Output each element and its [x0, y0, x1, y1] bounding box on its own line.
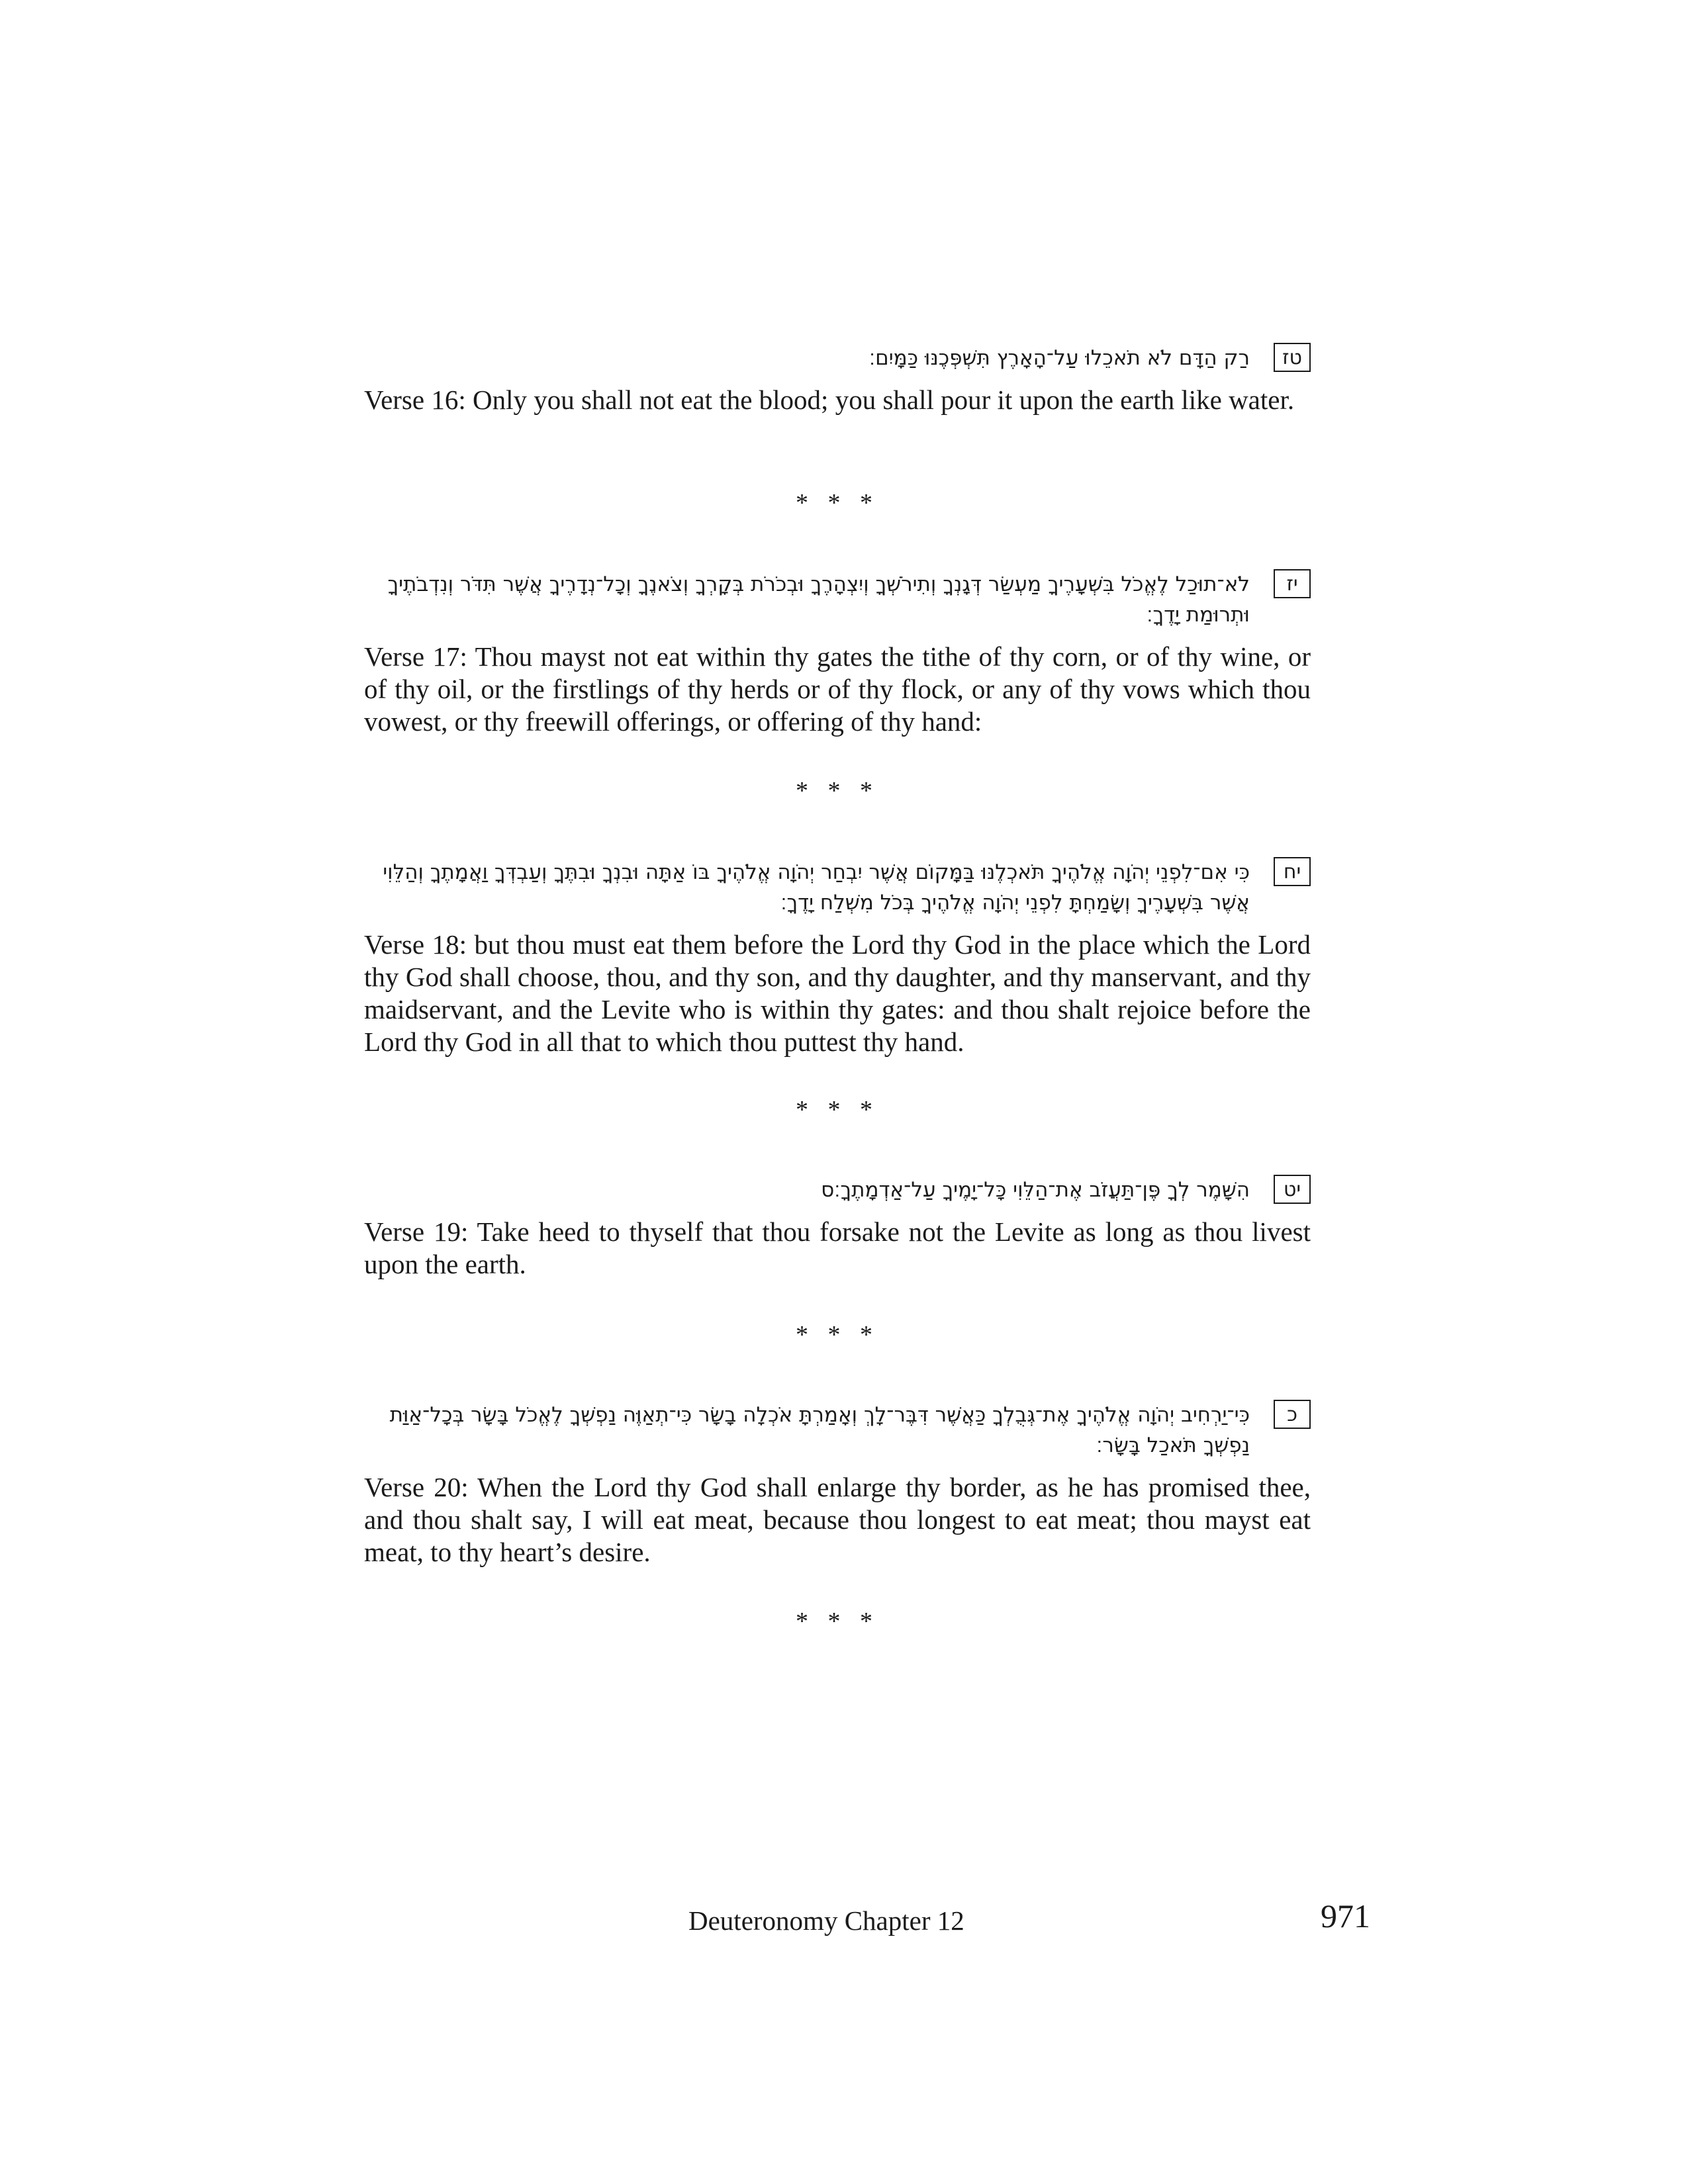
section-separator: * * * [796, 1321, 879, 1349]
verse-number-box: טז [1274, 343, 1311, 372]
hebrew-verse-text: רַק הַדָּם לֹא תֹאכֵלוּ עַל־הָאָרֶץ תִּשְׁפְּכֶנּוּ כַּמָּיִם׃ [868, 346, 1250, 370]
hebrew-row [364, 343, 1311, 373]
english-verse-text: Verse 16: Only you shall not eat the blood; you shall pour it upon the earth like water. [364, 385, 1295, 415]
section-separator: * * * [796, 489, 879, 517]
english-verse-text: Verse 18: but thou must eat them before the Lord thy God in the place which the Lord thy God shall choose, thou, and thy son, and thy daughter, and thy manservant, and thy maidservant, and the Levite who is within thy gates: and thou shalt rejoice before the Lord thy God in all that to which thou puttest thy hand. [364, 929, 1311, 1057]
section-separator: * * * [796, 777, 879, 805]
hebrew-row [364, 1400, 1311, 1461]
hebrew-row [364, 857, 1311, 918]
verse-number-box: יט [1274, 1175, 1311, 1204]
page-number: 971 [1321, 1897, 1370, 1934]
hebrew-row [364, 569, 1311, 630]
verse-number-box: יח [1274, 857, 1311, 886]
hebrew-row [364, 1175, 1311, 1205]
verse-number-box: כ [1274, 1400, 1311, 1429]
verse-19 [364, 1175, 1311, 1281]
english-verse-text: Verse 20: When the Lord thy God shall enlarge thy border, as he has promised thee, and thou shalt say, I will eat meat, because thou longest to eat meat; thou mayst eat meat, to thy heart’s desire. [364, 1472, 1311, 1567]
verse-20 [364, 1400, 1311, 1569]
hebrew-verse-text: לֹא־תוּכַל לֶאֱכֹל בִּשְׁעָרֶיךָ מַעְשַׂר דְּגָנְךָ וְתִירֹשְׁךָ וְיִצְהָרֶךָ וּבְכֹרֹת בְּקָרְךָ וְצֹאנֶךָ וְכָל־נְדָרֶיךָ אֲשֶׁר תִּדֹּר וְנִדְבֹתֶיךָ וּתְרוּמַת יָדֶךָ׃ [387, 572, 1250, 627]
hebrew-verse-text: הִשָּׁמֶר לְךָ פֶּן־תַּעֲזֹב אֶת־הַלֵּוִי כָּל־יָמֶיךָ עַל־אַדְמָתֶךָ׃ס [821, 1178, 1250, 1202]
verse-18 [364, 857, 1311, 1058]
section-separator: * * * [796, 1608, 879, 1635]
verse-number-box: יז [1274, 569, 1311, 598]
verse-16 [364, 343, 1311, 416]
section-separator: * * * [796, 1096, 879, 1124]
hebrew-verse-text: כִּי־יַרְחִיב יְהֹוָה אֱלֹהֶיךָ אֶת־גְּבֻלְךָ כַּאֲשֶׁר דִּבֶּר־לָךְ וְאָמַרְתָּ אֹכְלָה בָשָׂר כִּי־תְאַוֶּה נַפְשְׁךָ לֶאֱכֹל בָּשָׂר בְּכָל־אַוַּת נַפְשְׁךָ תֹּאכַל בָּשָׂר׃ [389, 1403, 1250, 1457]
english-verse-text: Verse 19: Take heed to thyself that thou forsake not the Levite as long as thou livest upon the earth. [364, 1216, 1311, 1279]
footer-book-title: Deuteronomy Chapter 12 [688, 1905, 964, 1936]
hebrew-verse-text: כִּי אִם־לִפְנֵי יְהֹוָה אֱלֹהֶיךָ תֹּאכְלֶנּוּ בַּמָּקוֹם אֲשֶׁר יִבְחַר יְהֹוָה אֱלֹהֶיךָ בּוֹ אַתָּה וּבִנְךָ וּבִתֶּךָ וְעַבְדְּךָ וַאֲמָתֶךָ וְהַלֵּוִי אֲשֶׁר בִּשְׁעָרֶיךָ וְשָׂמַחְתָּ לִפְנֵי יְהֹוָה אֱלֹהֶיךָ בְּכֹל מִשְׁלַח יָדֶךָ׃ [383, 860, 1250, 915]
english-verse-text: Verse 17: Thou mayst not eat within thy gates the tithe of thy corn, or of thy wine, or of thy oil, or the firstlings of thy herds or of thy flock, or any of thy vows which thou vowest, or thy freewill offerings, or offering of thy hand: [364, 641, 1311, 737]
verse-17 [364, 569, 1311, 738]
